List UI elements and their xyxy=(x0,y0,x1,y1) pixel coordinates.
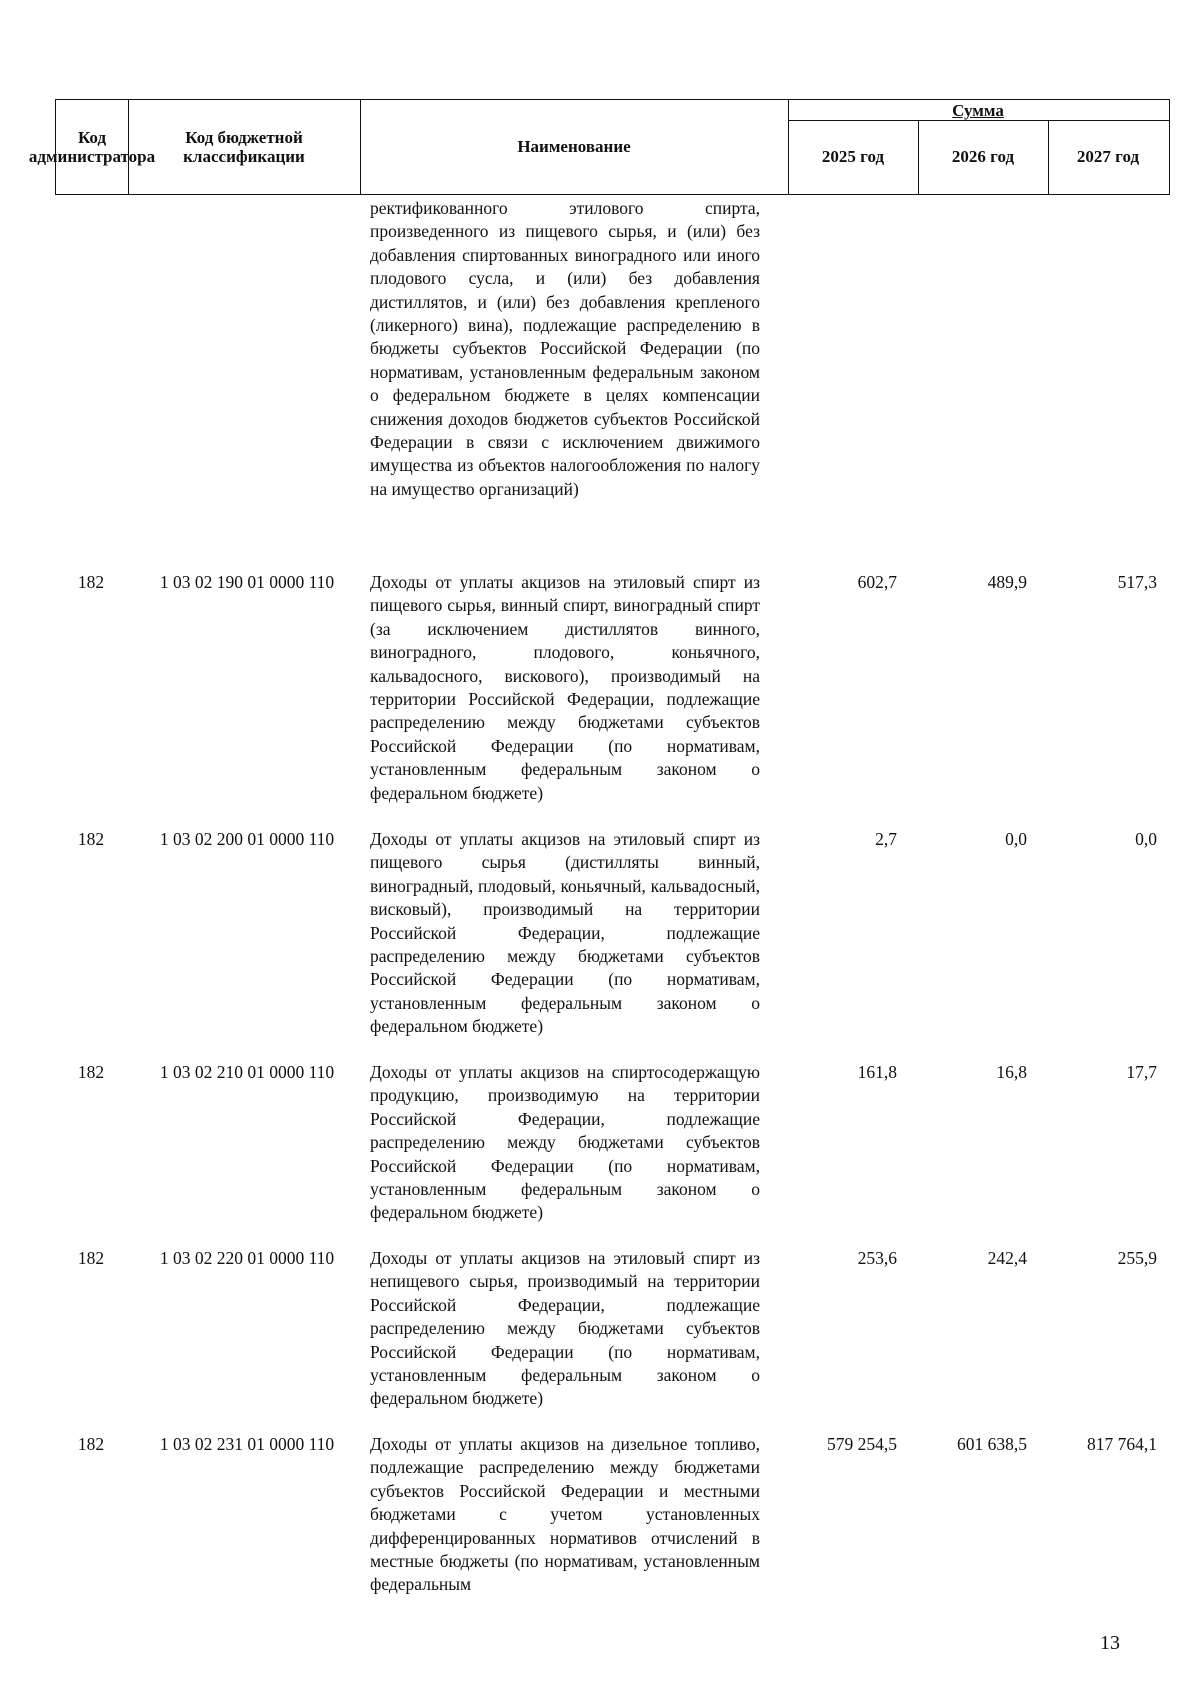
row-name: Доходы от уплаты акцизов на этиловый спирт из непищевого сырья, производимый на территории Российской Федерации, подлежащие распределению между бюджетами субъектов Российской Федерации (по нормативам, установленным федеральным законом о федеральном бюджете) xyxy=(370,1248,760,1409)
row-value-2027: 17,7 xyxy=(1126,1062,1157,1082)
header-year-2025: 2025 год xyxy=(821,147,885,166)
row-value-2026: 0,0 xyxy=(1005,829,1027,849)
row-value-2026: 242,4 xyxy=(987,1248,1027,1268)
row-value-2026: 601 638,5 xyxy=(957,1434,1027,1454)
row-budget-code: 1 03 02 220 01 0000 110 xyxy=(159,1248,335,1268)
row-budget-code: 1 03 02 200 01 0000 110 xyxy=(159,829,335,849)
header-year-2027: 2027 год xyxy=(1076,147,1140,166)
row-value-2026: 16,8 xyxy=(996,1062,1027,1082)
row-admin-code: 182 xyxy=(77,829,105,849)
header-year-2026: 2026 год xyxy=(951,147,1015,166)
row-name: Доходы от уплаты акцизов на спиртосодержащую продукцию, производимую на территории Российской Федерации, подлежащие распределению между бюджетами субъектов Российской Федерации (по нормативам, установленным федеральным законом о федеральном бюджете) xyxy=(370,1062,760,1223)
row-budget-code: 1 03 02 190 01 0000 110 xyxy=(159,572,335,592)
row-admin-code: 182 xyxy=(77,1434,105,1454)
row-value-2027: 817 764,1 xyxy=(1087,1434,1157,1454)
header-budget-code: Код бюджетной классификации xyxy=(183,127,305,166)
row-value-2027: 255,9 xyxy=(1117,1248,1157,1268)
header-sum xyxy=(788,100,1168,120)
row-budget-code: 1 03 02 210 01 0000 110 xyxy=(159,1062,335,1082)
lead-continuation-text: ректификованного этилового спирта, произведенного из пищевого сырья, и (или) без добавления спиртованных виноградного или иного плодового сусла, и (или) без добавления дистиллятов, и (или) без добавления крепленого (ликерного) вина), подлежащие распределению в бюджеты субъектов Российской Федерации (по нормативам, установленным федеральным законом о федеральном бюджете в целях компенсации снижения доходов бюджетов субъектов Российской Федерации в связи с исключением движимого имущества из объектов налогообложения по налогу на имущество организаций) xyxy=(370,198,760,499)
row-value-2025: 602,7 xyxy=(857,572,897,592)
page-number: 13 xyxy=(1100,1632,1120,1654)
row-admin-code: 182 xyxy=(77,1248,105,1268)
row-admin-code: 182 xyxy=(77,1062,105,1082)
table-header xyxy=(28,99,1170,195)
row-name: Доходы от уплаты акцизов на этиловый спирт из пищевого сырья (дистилляты винный, виноградный, плодовый, коньячный, кальвадосный, висковый), производимый на территории Российской Федерации, подлежащие распределению между бюджетами субъектов Российской Федерации (по нормативам, установленным федеральным законом о федеральном бюджете) xyxy=(370,829,760,1037)
header-name: Наименование xyxy=(517,137,631,156)
row-name: Доходы от уплаты акцизов на дизельное топливо, подлежащие распределению между бюджетами субъектов Российской Федерации и местными бюджетами с учетом установленных дифференцированных нормативов отчислений в местные бюджеты (по нормативам, установленным федеральным xyxy=(370,1434,760,1595)
row-name: Доходы от уплаты акцизов на этиловый спирт из пищевого сырья, винный спирт, виноградный спирт (за исключением дистиллятов винного, виноградного, плодового, коньячного, кальвадосного, вискового), производимый на территории Российской Федерации, подлежащие распределению между бюджетами субъектов Российской Федерации (по нормативам, установленным федеральным законом о федеральном бюджете) xyxy=(370,572,760,803)
row-value-2027: 517,3 xyxy=(1117,572,1157,592)
row-value-2025: 161,8 xyxy=(857,1062,897,1082)
row-value-2026: 489,9 xyxy=(987,572,1027,592)
header-admin-code: Код администратора xyxy=(28,127,156,166)
row-admin-code: 182 xyxy=(77,572,105,592)
row-value-2027: 0,0 xyxy=(1135,829,1157,849)
row-budget-code: 1 03 02 231 01 0000 110 xyxy=(159,1434,335,1454)
row-value-2025: 579 254,5 xyxy=(827,1434,897,1454)
header-sum-label: Сумма xyxy=(952,100,1004,120)
row-value-2025: 2,7 xyxy=(875,829,897,849)
row-value-2025: 253,6 xyxy=(857,1248,897,1268)
